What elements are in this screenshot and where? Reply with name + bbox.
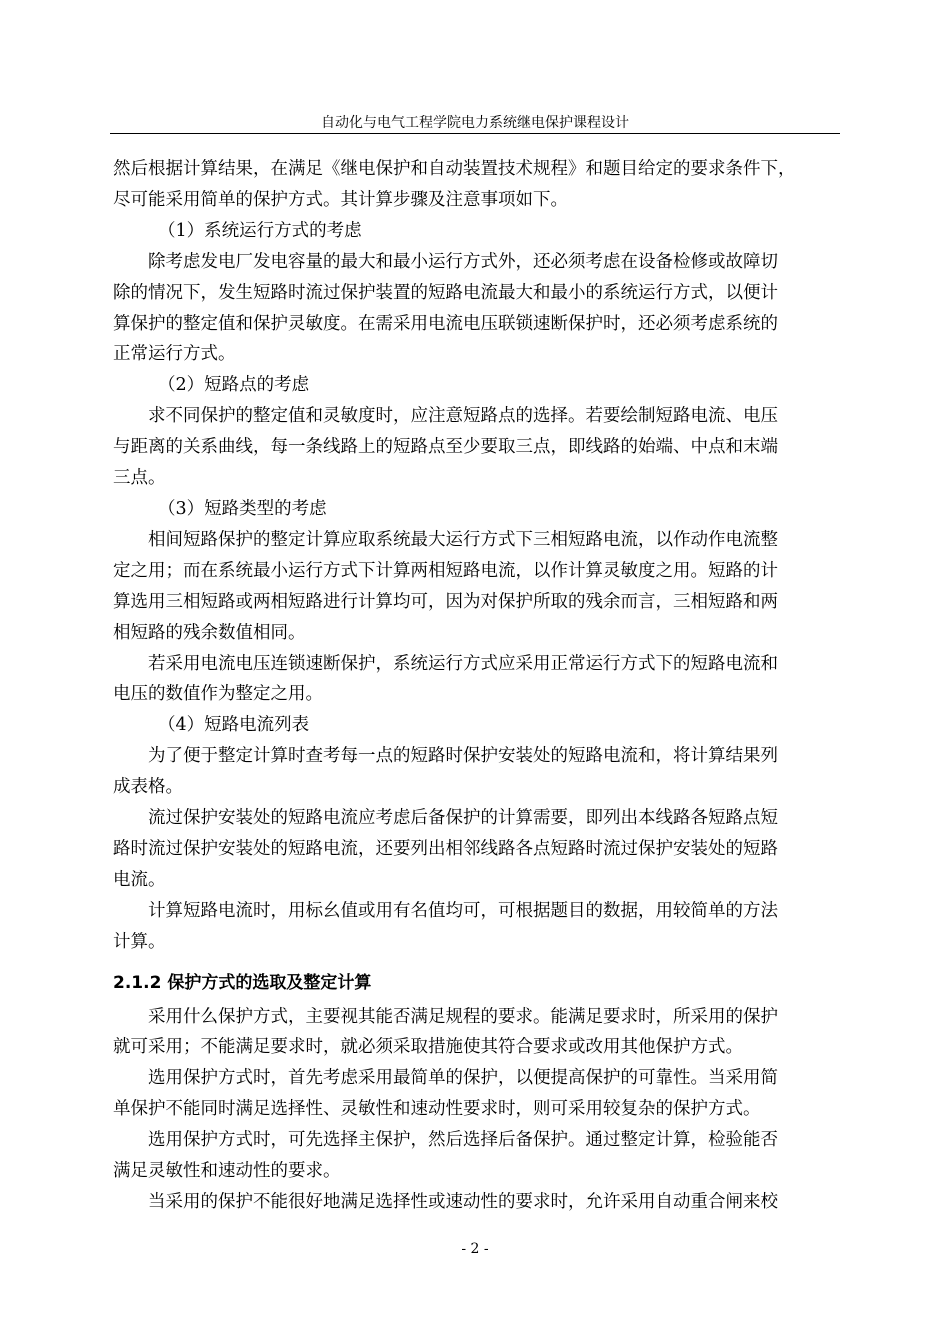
text-line: 算保护的整定值和保护灵敏度。在需采用电流电压联锁速断保护时，还必须考虑系统的 [113,313,778,334]
text-line: 除的情况下，发生短路时流过保护装置的短路电流最大和最小的系统运行方式，以便计 [113,282,778,303]
text-line: 选用保护方式时，首先考虑采用最简单的保护，以便提高保护的可靠性。当采用简 [148,1068,778,1089]
text-line: 求不同保护的整定值和灵敏度时，应注意短路点的选择。若要绘制短路电流、电压 [148,406,778,427]
text-line: 算选用三相短路或两相短路进行计算均可，因为对保护所取的残余而言，三相短路和两 [113,591,778,612]
text-line: 选用保护方式时，可先选择主保护，然后选择后备保护。通过整定计算，检验能否 [148,1130,778,1151]
section-heading: 2.1.2 保护方式的选取及整定计算 [113,972,372,993]
text-line: 电流。 [113,869,166,890]
text-line: 计算。 [113,931,166,952]
text-line: 尽可能采用简单的保护方式。其计算步骤及注意事项如下。 [113,189,568,210]
text-line: 正常运行方式。 [113,344,236,365]
text-line: 相短路的残余数值相同。 [113,622,306,643]
subsection-title: （1）系统运行方式的考虑 [158,220,362,241]
text-line: 就可采用；不能满足要求时，就必须采取措施使其符合要求或改用其他保护方式。 [113,1037,743,1058]
page-number: - 2 - [461,1241,489,1257]
text-line: 相间短路保护的整定计算应取系统最大运行方式下三相短路电流，以作动作电流整 [148,529,778,550]
text-line: 采用什么保护方式，主要视其能否满足规程的要求。能满足要求时，所采用的保护 [148,1006,778,1027]
text-line: 为了便于整定计算时查考每一点的短路时保护安装处的短路电流和，将计算结果列 [148,746,778,767]
text-line: 满足灵敏性和速动性的要求。 [113,1161,341,1182]
text-line: 流过保护安装处的短路电流应考虑后备保护的计算需要，即列出本线路各短路点短 [148,808,778,829]
text-line: 单保护不能同时满足选择性、灵敏性和速动性要求时，则可采用较复杂的保护方式。 [113,1099,761,1120]
text-line: 成表格。 [113,777,183,798]
page-header-title: 自动化与电气工程学院电力系统继电保护课程设计 [321,115,629,131]
text-line: 若采用电流电压连锁速断保护，系统运行方式应采用正常运行方式下的短路电流和 [148,653,778,674]
subsection-title: （2）短路点的考虑 [158,375,310,396]
document-body [113,154,837,1218]
text-line: 路时流过保护安装处的短路电流，还要列出相邻线路各点短路时流过保护安装处的短路 [113,838,778,859]
text-line: 定之用；而在系统最小运行方式下计算两相短路电流，以作计算灵敏度之用。短路的计 [113,560,778,581]
subsection-title: （4）短路电流列表 [158,715,310,736]
subsection-title: （3）短路类型的考虑 [158,498,327,519]
header-rule [110,133,840,134]
text-line: 电压的数值作为整定之用。 [113,684,323,705]
text-line: 然后根据计算结果，在满足《继电保护和自动装置技术规程》和题目给定的要求条件下， [113,159,796,179]
text-line: 除考虑发电厂发电容量的最大和最小运行方式外，还必须考虑在设备检修或故障切 [148,251,778,272]
text-line: 三点。 [113,468,166,489]
text-line: 当采用的保护不能很好地满足选择性或速动性的要求时，允许采用自动重合闸来校 [148,1192,778,1212]
text-line: 计算短路电流时，用标幺值或用有名值均可，可根据题目的数据，用较简单的方法 [148,900,778,921]
text-line: 与距离的关系曲线，每一条线路上的短路点至少要取三点，即线路的始端、中点和末端 [113,437,778,458]
